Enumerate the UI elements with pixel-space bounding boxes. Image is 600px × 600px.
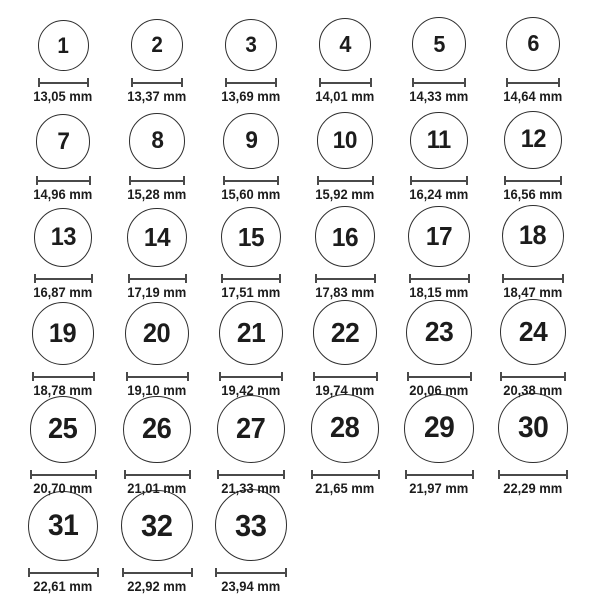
ring-circle xyxy=(498,393,568,463)
measure-line xyxy=(319,180,372,182)
diameter-measure-line xyxy=(32,372,95,381)
diameter-measure-line xyxy=(28,568,99,577)
ring-size-number: 10 xyxy=(332,126,358,154)
ring-size-item xyxy=(110,396,204,496)
ring-size-row xyxy=(0,104,600,202)
ring-size-item xyxy=(392,394,486,496)
diameter-measure-line xyxy=(122,568,193,577)
measure-tick-right xyxy=(468,274,470,283)
measure-tick-right xyxy=(183,176,185,185)
diameter-label: 21,97 mm xyxy=(409,481,469,496)
diameter-label: 21,33 mm xyxy=(221,481,281,496)
ring-size-item xyxy=(486,205,580,300)
ring-size-item xyxy=(298,394,392,496)
measure-tick-right xyxy=(97,568,99,577)
diameter-label: 21,65 mm xyxy=(315,481,375,496)
ring-size-item xyxy=(110,19,204,104)
measure-line xyxy=(407,474,472,476)
diameter-label: 18,78 mm xyxy=(33,383,93,398)
diameter-label: 14,96 mm xyxy=(33,187,93,202)
ring-circle xyxy=(225,19,277,71)
ring-size-item xyxy=(392,206,486,300)
ring-size-item xyxy=(204,19,298,104)
diameter-label: 18,47 mm xyxy=(503,285,563,300)
diameter-label: 14,33 mm xyxy=(409,89,469,104)
diameter-measure-line xyxy=(38,78,89,87)
measure-tick-right xyxy=(564,372,566,381)
measure-tick-right xyxy=(89,176,91,185)
ring-size-item xyxy=(16,302,110,398)
measure-line xyxy=(500,474,566,476)
ring-circle xyxy=(502,205,564,267)
ring-circle xyxy=(504,111,562,169)
measure-line xyxy=(315,376,376,378)
measure-tick-right xyxy=(283,470,285,479)
diameter-measure-line xyxy=(34,274,93,283)
ring-circle xyxy=(311,394,380,463)
measure-tick-right xyxy=(275,78,277,87)
ring-circle xyxy=(28,491,99,562)
measure-line xyxy=(411,278,468,280)
ring-size-item xyxy=(204,207,298,300)
measure-tick-right xyxy=(376,372,378,381)
ring-size-number: 28 xyxy=(330,412,360,445)
ring-size-item xyxy=(392,300,486,398)
ring-size-number: 12 xyxy=(520,125,546,154)
diameter-label: 13,05 mm xyxy=(33,89,93,104)
diameter-label: 22,92 mm xyxy=(127,579,187,594)
diameter-measure-line xyxy=(30,470,97,479)
measure-line xyxy=(508,82,558,84)
measure-tick-right xyxy=(285,568,287,577)
measure-line xyxy=(34,376,93,378)
ring-circle xyxy=(215,489,287,561)
ring-size-item xyxy=(204,301,298,398)
diameter-label: 17,19 mm xyxy=(127,285,187,300)
measure-line xyxy=(409,376,470,378)
measure-line xyxy=(126,474,189,476)
diameter-measure-line xyxy=(504,176,562,185)
ring-size-item xyxy=(298,206,392,300)
ring-size-item xyxy=(486,299,580,398)
diameter-label: 13,37 mm xyxy=(127,89,187,104)
ring-circle xyxy=(36,114,91,169)
ring-size-number: 5 xyxy=(433,30,445,57)
ring-size-number: 32 xyxy=(141,507,173,543)
measure-tick-right xyxy=(191,568,193,577)
ring-size-item xyxy=(486,17,580,104)
measure-tick-right xyxy=(87,78,89,87)
ring-circle xyxy=(34,208,93,267)
ring-size-item xyxy=(392,17,486,104)
measure-tick-right xyxy=(562,274,564,283)
diameter-measure-line xyxy=(506,78,560,87)
diameter-measure-line xyxy=(219,372,283,381)
ring-size-number: 4 xyxy=(339,31,351,58)
diameter-measure-line xyxy=(502,274,564,283)
ring-size-item xyxy=(486,393,580,496)
measure-tick-right xyxy=(189,470,191,479)
diameter-measure-line xyxy=(223,176,279,185)
diameter-measure-line xyxy=(315,274,376,283)
ring-size-number: 6 xyxy=(527,30,539,57)
measure-line xyxy=(227,82,275,84)
diameter-label: 22,29 mm xyxy=(503,481,563,496)
ring-size-number: 13 xyxy=(50,223,76,252)
diameter-measure-line xyxy=(319,78,372,87)
ring-size-item xyxy=(486,111,580,202)
diameter-measure-line xyxy=(128,274,187,283)
ring-size-item xyxy=(204,113,298,202)
diameter-measure-line xyxy=(317,176,374,185)
ring-size-item xyxy=(298,18,392,104)
ring-size-number: 27 xyxy=(236,412,266,445)
diameter-label: 23,94 mm xyxy=(221,579,281,594)
measure-tick-right xyxy=(281,372,283,381)
ring-size-number: 24 xyxy=(518,316,548,348)
ring-circle xyxy=(38,20,89,71)
measure-line xyxy=(317,278,374,280)
ring-size-number: 31 xyxy=(47,508,79,542)
ring-circle xyxy=(410,112,468,170)
measure-tick-right xyxy=(560,176,562,185)
ring-size-item xyxy=(16,396,110,496)
diameter-label: 17,83 mm xyxy=(315,285,375,300)
measure-tick-right xyxy=(95,470,97,479)
measure-tick-right xyxy=(378,470,380,479)
diameter-label: 21,01 mm xyxy=(127,481,187,496)
diameter-label: 16,56 mm xyxy=(503,187,563,202)
measure-line xyxy=(124,572,191,574)
measure-tick-right xyxy=(558,78,560,87)
measure-tick-right xyxy=(370,78,372,87)
ring-circle xyxy=(129,113,185,169)
measure-line xyxy=(502,376,564,378)
ring-size-number: 15 xyxy=(237,221,265,252)
ring-size-number: 25 xyxy=(48,413,78,446)
ring-circle xyxy=(127,208,186,267)
measure-line xyxy=(506,180,560,182)
ring-size-number: 22 xyxy=(330,316,360,348)
ring-size-item xyxy=(298,112,392,202)
ring-size-row xyxy=(0,300,600,398)
diameter-label: 19,10 mm xyxy=(127,383,187,398)
diameter-measure-line xyxy=(225,78,277,87)
ring-size-item xyxy=(204,395,298,496)
measure-tick-right xyxy=(91,274,93,283)
ring-circle xyxy=(406,300,471,365)
measure-line xyxy=(313,474,378,476)
ring-circle xyxy=(412,17,466,71)
ring-size-number: 16 xyxy=(331,221,359,252)
ring-size-number: 3 xyxy=(245,31,257,57)
ring-size-item xyxy=(204,489,298,594)
ring-size-row xyxy=(0,6,600,104)
measure-line xyxy=(40,82,87,84)
measure-tick-right xyxy=(472,470,474,479)
ring-size-number: 1 xyxy=(57,32,69,58)
diameter-measure-line xyxy=(217,470,285,479)
ring-size-number: 23 xyxy=(424,316,454,348)
ring-size-item xyxy=(110,302,204,398)
measure-line xyxy=(219,474,283,476)
ring-circle xyxy=(131,19,183,71)
ring-size-number: 30 xyxy=(517,411,549,445)
measure-line xyxy=(223,278,279,280)
diameter-label: 19,74 mm xyxy=(315,383,375,398)
measure-tick-right xyxy=(277,176,279,185)
ring-size-number: 20 xyxy=(143,317,171,348)
diameter-measure-line xyxy=(129,176,185,185)
diameter-label: 15,60 mm xyxy=(221,187,281,202)
measure-line xyxy=(217,572,285,574)
diameter-label: 14,01 mm xyxy=(315,89,375,104)
measure-tick-right xyxy=(566,470,568,479)
ring-circle xyxy=(221,207,281,267)
diameter-measure-line xyxy=(124,470,191,479)
measure-tick-right xyxy=(185,274,187,283)
measure-line xyxy=(130,278,185,280)
measure-line xyxy=(321,82,370,84)
diameter-measure-line xyxy=(221,274,281,283)
ring-circle xyxy=(500,299,566,365)
ring-size-item xyxy=(392,112,486,203)
diameter-measure-line xyxy=(36,176,91,185)
diameter-measure-line xyxy=(311,470,380,479)
measure-line xyxy=(36,278,91,280)
measure-line xyxy=(133,82,181,84)
ring-size-row xyxy=(0,496,600,594)
ring-circle xyxy=(223,113,279,169)
ring-size-number: 19 xyxy=(49,318,77,349)
diameter-measure-line xyxy=(500,372,566,381)
measure-tick-right xyxy=(464,78,466,87)
ring-circle xyxy=(319,18,372,71)
measure-line xyxy=(32,474,95,476)
diameter-label: 16,87 mm xyxy=(33,285,93,300)
diameter-label: 20,70 mm xyxy=(33,481,93,496)
diameter-label: 19,42 mm xyxy=(221,383,281,398)
measure-tick-right xyxy=(466,176,468,185)
diameter-label: 15,28 mm xyxy=(127,187,187,202)
ring-size-number: 11 xyxy=(427,125,451,154)
ring-size-number: 17 xyxy=(425,221,453,252)
ring-size-number: 14 xyxy=(143,222,171,253)
ring-size-item xyxy=(110,490,204,594)
ring-circle xyxy=(506,17,560,71)
measure-tick-right xyxy=(181,78,183,87)
measure-tick-right xyxy=(279,274,281,283)
ring-size-item xyxy=(110,113,204,202)
diameter-measure-line xyxy=(498,470,568,479)
diameter-measure-line xyxy=(410,176,468,185)
measure-line xyxy=(128,376,187,378)
ring-circle xyxy=(317,112,374,169)
measure-line xyxy=(225,180,277,182)
ring-size-item xyxy=(298,300,392,398)
ring-circle xyxy=(30,396,97,463)
ring-size-number: 7 xyxy=(56,127,70,155)
diameter-measure-line xyxy=(131,78,183,87)
ring-circle xyxy=(125,302,188,365)
ring-circle xyxy=(32,302,95,365)
ring-size-number: 9 xyxy=(244,126,258,154)
diameter-label: 18,15 mm xyxy=(409,285,469,300)
diameter-label: 15,92 mm xyxy=(315,187,375,202)
measure-line xyxy=(414,82,464,84)
diameter-measure-line xyxy=(126,372,189,381)
diameter-measure-line xyxy=(412,78,466,87)
diameter-label: 13,69 mm xyxy=(221,89,281,104)
ring-size-number: 21 xyxy=(236,317,266,348)
measure-tick-right xyxy=(470,372,472,381)
diameter-label: 22,61 mm xyxy=(33,579,93,594)
ring-size-number: 33 xyxy=(235,507,267,543)
ring-size-item xyxy=(16,20,110,104)
ring-circle xyxy=(404,394,473,463)
diameter-measure-line xyxy=(407,372,472,381)
ring-circle xyxy=(315,206,376,267)
diameter-label: 16,24 mm xyxy=(409,187,469,202)
measure-line xyxy=(131,180,183,182)
ring-size-item xyxy=(16,208,110,300)
diameter-measure-line xyxy=(215,568,287,577)
ring-circle xyxy=(121,490,192,561)
ring-size-number: 29 xyxy=(423,411,455,445)
measure-line xyxy=(221,376,281,378)
diameter-label: 20,06 mm xyxy=(409,383,469,398)
ring-size-row xyxy=(0,202,600,300)
ring-circle xyxy=(408,206,469,267)
measure-line xyxy=(30,572,97,574)
diameter-measure-line xyxy=(409,274,470,283)
ring-circle xyxy=(219,301,283,365)
measure-tick-right xyxy=(187,372,189,381)
ring-size-number: 8 xyxy=(150,127,164,155)
ring-size-number: 26 xyxy=(142,412,172,445)
diameter-measure-line xyxy=(313,372,378,381)
ring-circle xyxy=(313,300,378,365)
diameter-measure-line xyxy=(405,470,474,479)
measure-tick-right xyxy=(93,372,95,381)
ring-size-item xyxy=(16,114,110,202)
measure-line xyxy=(504,278,562,280)
ring-size-row xyxy=(0,398,600,496)
ring-size-item xyxy=(110,208,204,300)
ring-circle xyxy=(123,396,190,463)
diameter-label: 14,64 mm xyxy=(503,89,563,104)
measure-tick-right xyxy=(372,176,374,185)
measure-tick-right xyxy=(374,274,376,283)
measure-line xyxy=(412,180,466,182)
diameter-label: 17,51 mm xyxy=(221,285,281,300)
ring-circle xyxy=(217,395,285,463)
ring-size-number: 18 xyxy=(519,220,547,251)
ring-size-number: 2 xyxy=(151,32,163,58)
diameter-label: 20,38 mm xyxy=(503,383,563,398)
ring-size-item xyxy=(16,491,110,595)
measure-line xyxy=(38,180,89,182)
